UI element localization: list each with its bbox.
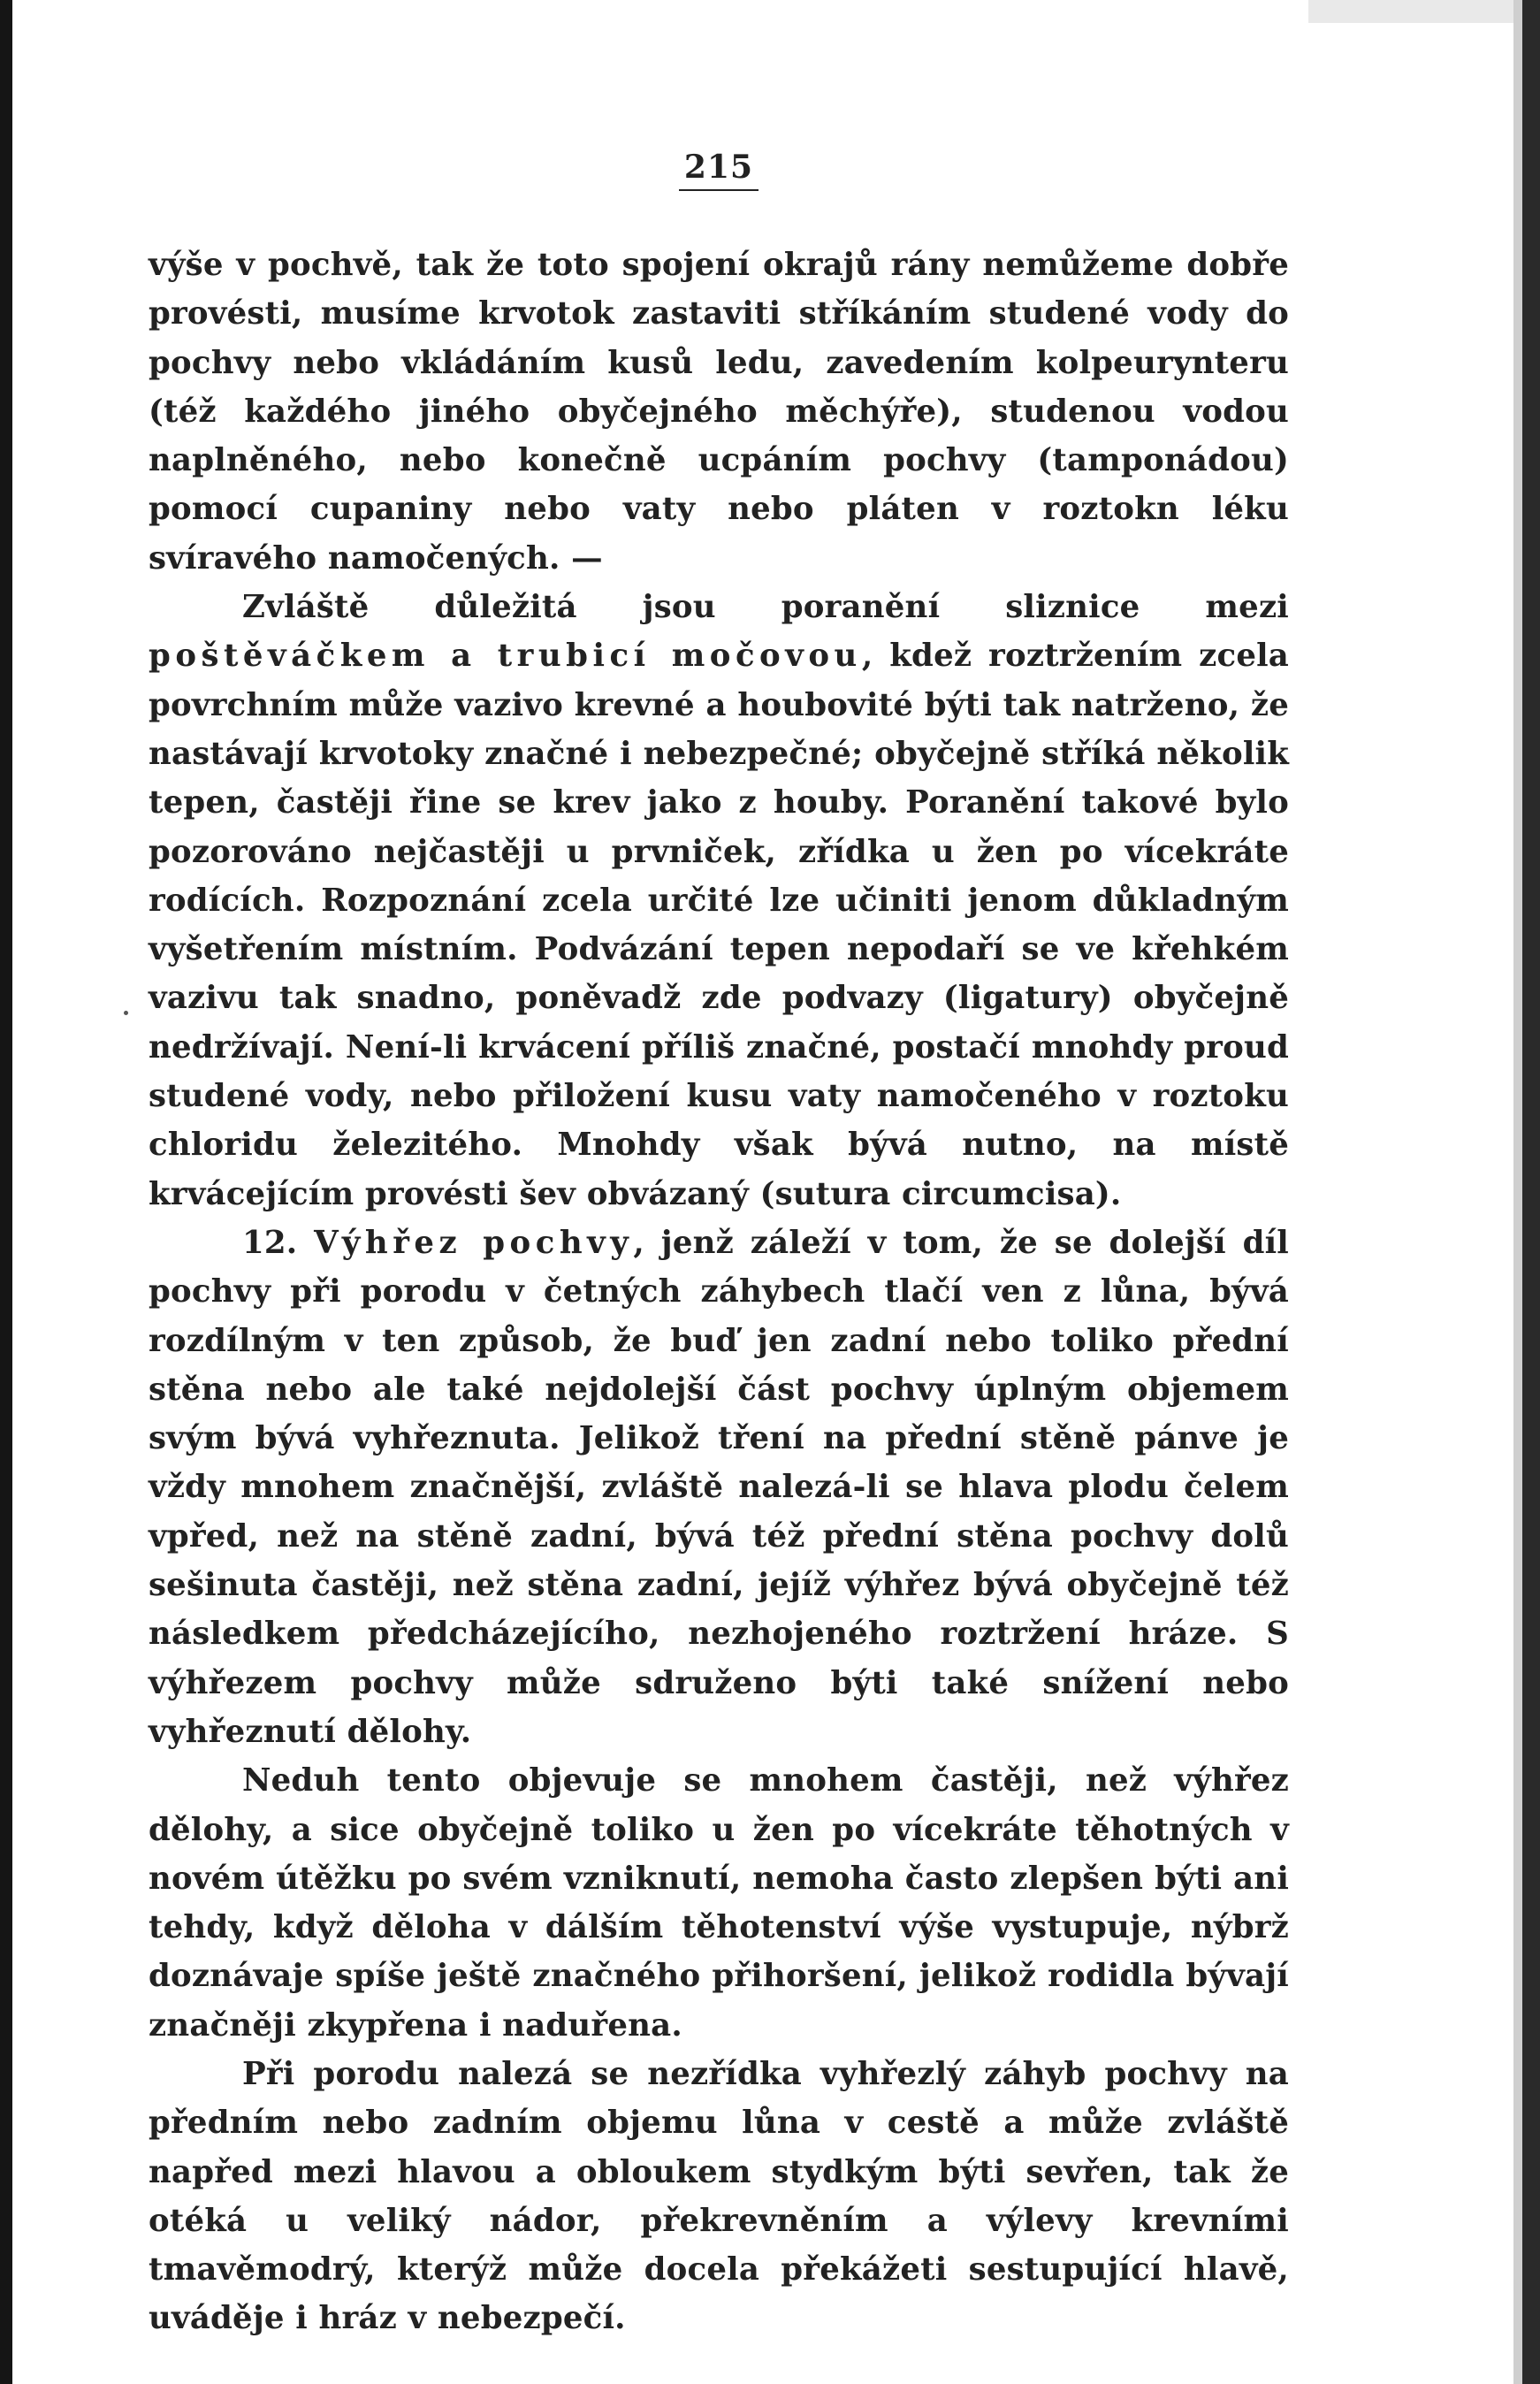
paragraph	[149, 241, 1289, 583]
spaced-emphasis: Výhřez pochvy	[314, 1224, 634, 1261]
scan-right-edge-inner	[1513, 0, 1522, 2384]
paragraph	[149, 583, 1289, 1219]
text-segment: Zvláště důležitá jsou poranění sliznice mezi	[242, 589, 1289, 626]
text-segment: 12.	[242, 1224, 315, 1261]
text-segment: , kdež roztržením zcela povrchním může vazivo krevné a houbovité býti tak natrženo, že nastávají krvotoky značné i nebezpečné; obyčejně stříká několik tepen, častěji řine se krev jako z houby. Poranění takové bylo pozorováno nejčastěji u prvniček, zřídka u žen po vícekráte rodících. Rozpoznání zcela určité lze učiniti jenom důkladným vyšetřením místním. Podvázání tepen nepodaří se ve křehkém vazivu tak snadno, poněvadž zde podvazy (ligatury) obyčejně nedržívají. Není-li krvácení příliš značné, postačí mnohdy proud studené vody, nebo přiložení kusu vaty namočeného v roztoku chloridu železitého. Mnohdy však bývá nutno, na místě krvácejícím provésti šev obvázaný (sutura circumcisa).	[149, 638, 1289, 1212]
spaced-emphasis: poštěváčkem a trubicí močovou	[149, 638, 862, 675]
text-segment: Při porodu nalezá se nezřídka vyhřezlý záhyb pochvy na předním nebo zadním objemu lůna v cestě a může zvláště napřed mezi hlavou a obloukem stydkým býti sevřen, tak že otéká u veliký nádor, překrevněním a výlevy krevními tmavěmodrý, kterýž může docela překážeti sestupující hlavě, uváděje i hráz v nebezpečí.	[149, 2055, 1289, 2337]
page-number: 215	[679, 149, 759, 191]
body-text	[149, 241, 1289, 2343]
text-segment: Neduh tento objevuje se mnohem častěji, než výhřez dělohy, a sice obyčejně toliko u žen po vícekráte těhotných v novém útěžku po svém vzniknutí, nemoha často zlepšen býti ani tehdy, když děloha v dálším těhotenství výše vystupuje, nýbrž doznávaje spíše ještě značného přihoršení, jelikož rodidla bývají značněji zkypřena i naduřena.	[149, 1762, 1289, 2044]
paragraph	[149, 1756, 1289, 2050]
paragraph	[149, 1219, 1289, 1756]
text-segment: výše v pochvě, tak že toto spojení okrajů rány nemůžeme dobře provésti, musíme krvotok zastaviti stříkáním studené vody do pochvy nebo vkládáním kusů ledu, zavedením kolpeurynteru (též každého jiného obyčejného měchýře), studenou vodou naplněného, nebo konečně ucpáním pochvy (tamponádou) pomocí cupaniny nebo vaty nebo pláten v roztokn léku svíravého namočených. —	[149, 247, 1289, 577]
scan-right-edge	[1522, 0, 1540, 2384]
scan-top-edge	[1308, 0, 1540, 23]
margin-speck	[124, 1011, 128, 1015]
scan-left-edge	[0, 0, 12, 2384]
text-segment: , jenž záleží v tom, že se dolejší díl pochvy při porodu v četných záhybech tlačí ven z lůna, bývá rozdílným v ten způsob, že buď jen zadní nebo toliko přední stěna nebo ale také nejdolejší část pochvy úplným objemem svým bývá vyhřeznuta. Jelikož tření na přední stěně pánve je vždy mnohem značnější, zvláště nalezá-li se hlava plodu čelem vpřed, než na stěně zadní, bývá též přední stěna pochvy dolů sešinuta častěji, než stěna zadní, jejíž výhřez bývá obyčejně též následkem předcházejícího, nezhojeného roztržení hráze. S výhřezem pochvy může sdruženo býti také snížení nebo vyhřeznutí dělohy.	[149, 1224, 1289, 1750]
paragraph	[149, 2050, 1289, 2343]
